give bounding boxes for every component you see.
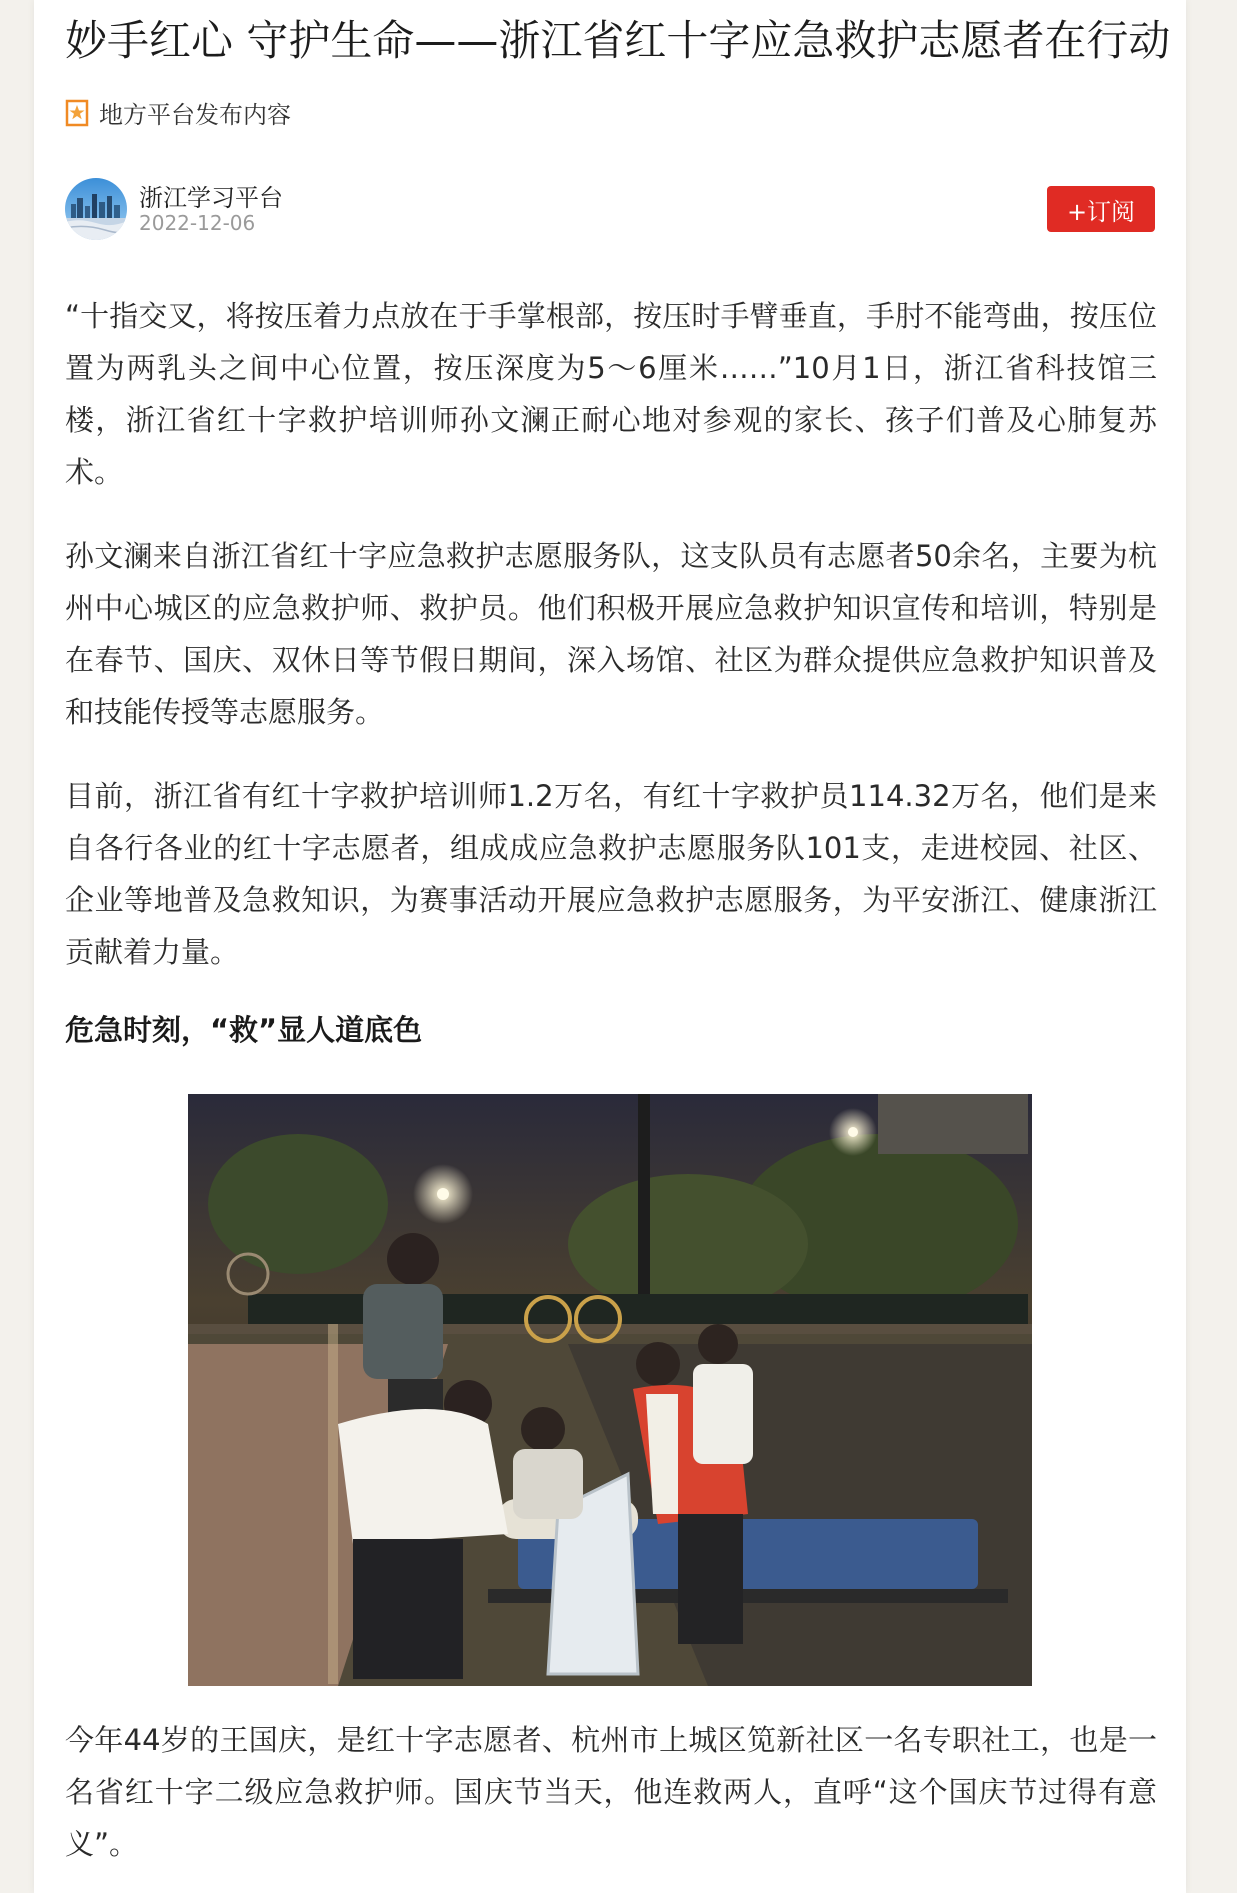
- night-rescue-photo: [188, 1094, 1032, 1686]
- article-paragraph-1: “十指交叉，将按压着力点放在于手掌根部，按压时手臂垂直，手肘不能弯曲，按压位置为两乳头之间中心位置，按压深度为5～6厘米……”10月1日，浙江省科技馆三楼，浙江省红十字救护培训师孙文澜正耐心地对参观的家长、孩子们普及心肺复苏术。: [65, 299, 1157, 489]
- article-paragraph-4: 今年44岁的王国庆，是红十字志愿者、杭州市上城区笕新社区一名专职社工，也是一名省红十字二级应急救护师。国庆节当天，他连救两人，直呼“这个国庆节过得有意义”。: [65, 1723, 1157, 1861]
- subscribe-button[interactable]: +订阅: [1047, 186, 1155, 232]
- author-avatar[interactable]: [65, 178, 127, 240]
- article-paragraph-3: 目前，浙江省有红十字救护培训师1.2万名，有红十字救护员114.32万名，他们是来自各行各业的红十字志愿者，组成成应急救护志愿服务队101支，走进校园、社区、企业等地普及急救知识，为赛事活动开展应急救护志愿服务，为平安浙江、健康浙江贡献着力量。: [65, 779, 1157, 969]
- badge-star-icon: [65, 99, 89, 127]
- city-skyline-icon: [65, 178, 127, 240]
- author-name[interactable]: 浙江学习平台: [139, 184, 283, 212]
- article-card: [34, 0, 1186, 1893]
- section-heading: 危急时刻，“救”显人道底色: [65, 1013, 423, 1047]
- article-photo[interactable]: [188, 1094, 1032, 1686]
- article-paragraph-2: 孙文澜来自浙江省红十字应急救护志愿服务队，这支队员有志愿者50余名，主要为杭州中心城区的应急救护师、救护员。他们积极开展应急救护知识宣传和培训，特别是在春节、国庆、双休日等节假日期间，深入场馆、社区为群众提供应急救护知识普及和技能传授等志愿服务。: [65, 539, 1157, 729]
- source-tag-label: 地方平台发布内容: [99, 101, 291, 129]
- article-title: 妙手红心 守护生命——浙江省红十字应急救护志愿者在行动: [65, 16, 1171, 65]
- publish-date: 2022-12-06: [139, 211, 256, 235]
- source-tag: [65, 95, 291, 130]
